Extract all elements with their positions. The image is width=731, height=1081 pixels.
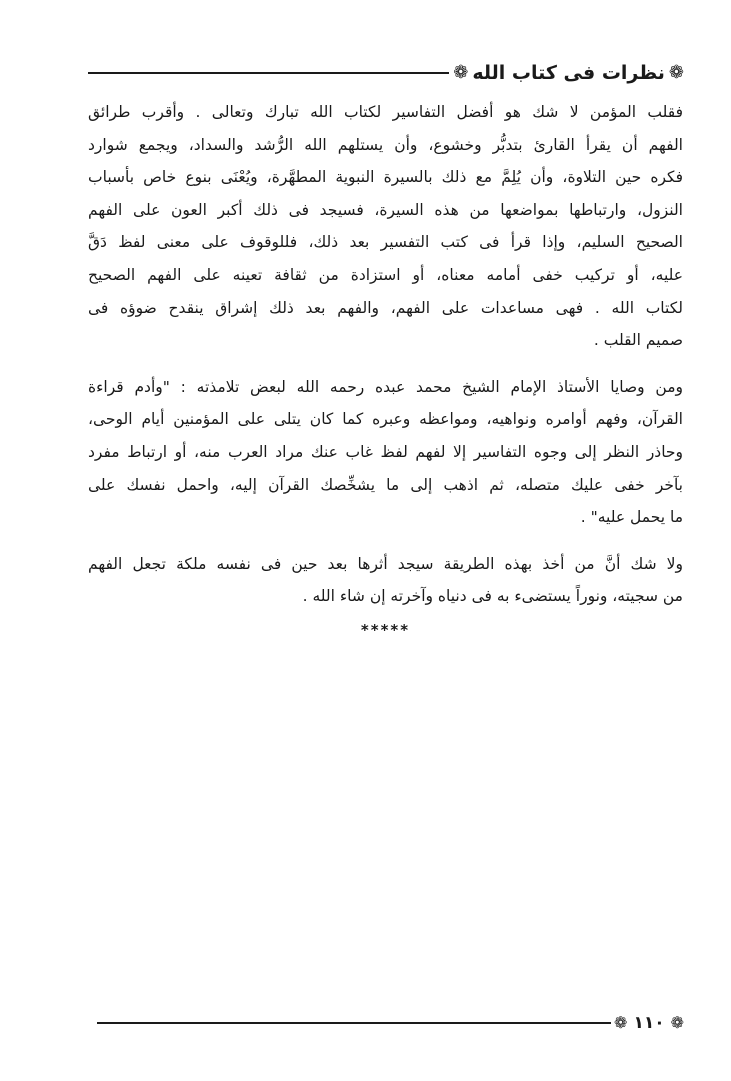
text-line: النزول، وارتباطها بمواضعها من هذه السيرة، فسيجد فى ذلك أكبر العون على الفهم [88, 200, 683, 219]
text-line: صميم القلب . [593, 331, 683, 350]
page-number: ١١٠ [633, 1013, 665, 1033]
paragraph-1 [88, 96, 683, 357]
text-line: فقلب المؤمن لا شك هو أفضل التفاسير لكتاب الله تبارك وتعالى . وأقرب طرائق [88, 103, 683, 121]
paragraph-gap [88, 357, 683, 371]
book-title: نظرات فى كتاب الله [472, 62, 665, 84]
footer-rule [97, 1022, 611, 1024]
text-line: الصحيح السليم، وإذا قرأ فى كتب التفسير بعد ذلك، فللوقوف على معنى لفظ دَقَّ [88, 233, 683, 252]
header-rule [88, 72, 449, 74]
paragraph-gap [88, 534, 683, 548]
running-header [88, 58, 684, 88]
text-line: ولا شك أنَّ من أخذ بهذه الطريقة سيجد أثرها بعد حين فى نفسه ملكة تجعل الفهم [88, 554, 683, 573]
paragraph-3 [88, 548, 683, 613]
page-body [88, 96, 683, 639]
text-line: وحاذر النظر إلى وجوه التفاسير إلا لفهم لفظ غاب عنك مراد العرب منه، أو ارتباط مفرد [88, 442, 683, 461]
text-line: لكتاب الله . فهى مساعدات على الفهم، والفهم بعد ذلك إشراق ينقدح ضوؤه فى [88, 298, 683, 317]
ornament-icon: ❁ [453, 62, 469, 83]
text-line: من سجيته، ونوراً يستضىء به فى دنياه وآخرته إن شاء الله . [302, 587, 683, 606]
text-line: الفهم أن يقرأ القارئ بتدبُّر وخشوع، وأن يستلهم الله الرُّشد والسداد، ويجمع شوارد [88, 135, 683, 154]
text-line: عليه، أو تركيب خفى أمامه معناه، أو استزادة من ثقافة تعينه على الفهم الصحيح [88, 265, 683, 284]
paragraph-2 [88, 371, 683, 534]
page-footer [94, 1010, 684, 1036]
text-line: فكره حين التلاوة، وأن يُلِمَّ مع ذلك بالسيرة النبوية المطهَّرة، ويُعْنَى بنوع خاص بأسباب [88, 168, 683, 187]
ornament-icon: ❁ [614, 1013, 628, 1032]
section-separator: ***** [360, 620, 411, 639]
text-line: ما يحمل عليه" . [580, 508, 683, 527]
text-line: ومن وصايا الأستاذ الإمام الشيخ محمد عبده رحمه الله لبعض تلامذته : "وأدم قراءة [88, 377, 683, 396]
ornament-icon: ❁ [668, 62, 684, 83]
ornament-icon: ❁ [670, 1013, 684, 1032]
text-line: القرآن، وفهم أوامره ونواهيه، ومواعظه وعبره كما كان يتلى على المؤمنين أيام الوحى، [88, 410, 683, 429]
text-line: بآخر خفى عليك متصله، ثم اذهب إلى ما يشخِّصك القرآن إليه، واحمل نفسك على [88, 475, 683, 494]
